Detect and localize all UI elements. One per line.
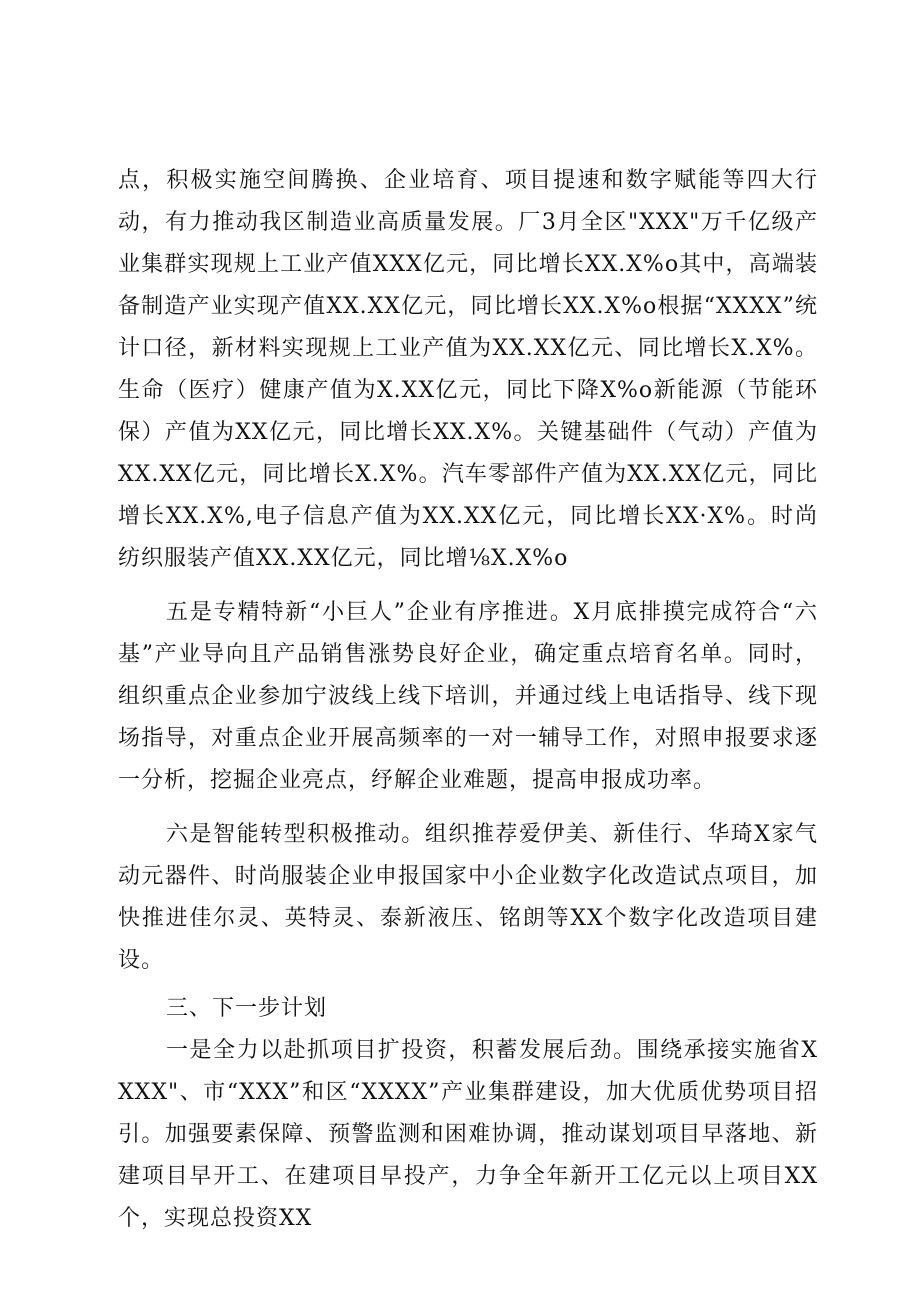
paragraph-little-giant-enterprises: 五是专精特新“小巨人”企业有序推进。X月底排摸完成符合“六基”产业导向且产品销售涨势良好企业，确定重点培育名单。同时，组织重点企业参加宁波线上线下培训，并通过线上电话指导、线下现场指导，对重点企业开展高频率的一对一辅导工作，对照申报要求逐一分析，挖掘企业亮点，纾解企业难题，提高申报成功率。 — [118, 600, 818, 793]
document-body — [118, 160, 818, 1240]
paragraph-smart-transformation: 六是智能转型积极推动。组织推荐爱伊美、新佳行、华琦X家气动元器件、时尚服装企业申报国家中小企业数字化改造试点项目，加快推进佳尔灵、英特灵、泰新液压、铭朗等XX个数字化改造项目建设。 — [118, 822, 818, 973]
paragraph-industry-output: 点，积极实施空间腾换、企业培育、项目提速和数字赋能等四大行动，有力推动我区制造业高质量发展。厂3月全区"XXX"万千亿级产业集群实现规上工业产值XXX亿元，同比增长XX.X%o其中，高端装备制造产业实现产值XX.XX亿元，同比增长XX.X%o根据“XXXX”统计口径，新材料实现规上工业产值为XX.XX亿元、同比增长X.X%。生命（医疗）健康产值为X.XX亿元，同比下降X%o新能源（节能环保）产值为XX亿元，同比增长XX.X%。关键基础件（气动）产值为XX.XX亿元，同比增长X.X%。汽车零部件产值为XX.XX亿元，同比增长XX.X%,电子信息产值为XX.XX亿元，同比增长XX·X%。时尚纺织服装产值XX.XX亿元，同比增⅛X.X%o — [118, 168, 818, 571]
paragraph-project-investment: 一是全力以赴抓项目扩投资，积蓄发展后劲。围绕承接实施省XXXX"、市“XXX”和区“XXXX”产业集群建设，加大优质优势项目招引。加强要素保障、预警监测和困难协调，推动谋划项目早落地、新建项目早开工、在建项目早投产，力争全年新开工亿元以上项目XX个，实现总投资XX — [118, 1038, 818, 1231]
section-heading-next-plan: 三、下一步计划 — [166, 996, 328, 1021]
